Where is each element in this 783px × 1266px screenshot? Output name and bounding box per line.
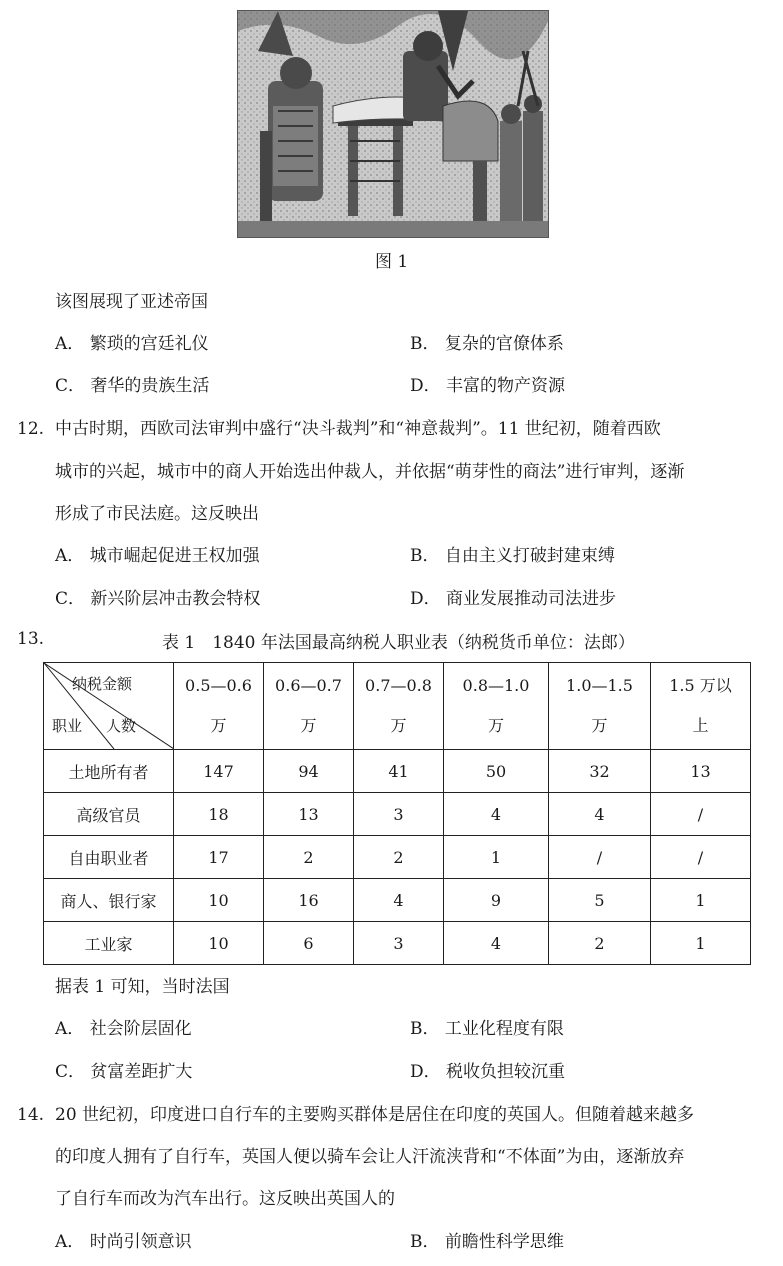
table-cell: 4 bbox=[354, 879, 444, 922]
row-label: 高级官员 bbox=[44, 793, 174, 836]
q14-line-1: 20 世纪初，印度进口自行车的主要购买群体是居住在印度的英国人。但随着越来越多 bbox=[55, 1105, 695, 1125]
option-text: 社会阶层固化 bbox=[89, 1019, 192, 1039]
option-letter: A． bbox=[55, 334, 85, 354]
option-letter: D． bbox=[410, 376, 441, 396]
corner-top-label: 纳税金额 bbox=[72, 675, 133, 693]
q11-option-b[interactable] bbox=[410, 333, 564, 355]
option-text: 丰富的物产资源 bbox=[446, 376, 566, 396]
q14-number: 14. bbox=[17, 1105, 45, 1125]
relief-image bbox=[237, 10, 549, 238]
table-cell: 5 bbox=[549, 879, 651, 922]
option-letter: A． bbox=[55, 1232, 85, 1252]
option-text: 时尚引领意识 bbox=[89, 1232, 192, 1252]
option-text: 税收负担较沉重 bbox=[446, 1062, 566, 1082]
column-header: 1.5 万以 上 bbox=[651, 663, 751, 750]
column-header: 0.7—0.8 万 bbox=[354, 663, 444, 750]
table-cell: / bbox=[651, 793, 751, 836]
table-row bbox=[44, 836, 751, 879]
q12-option-b[interactable] bbox=[410, 545, 615, 567]
q13-number: 13. bbox=[17, 629, 45, 649]
table-cell: 16 bbox=[264, 879, 354, 922]
table-cell: 10 bbox=[174, 922, 264, 965]
table-cell: 2 bbox=[264, 836, 354, 879]
q14-option-a[interactable] bbox=[55, 1231, 192, 1253]
q12-line-1: 中古时期，西欧司法审判中盛行“决斗裁判”和“神意裁判”。11 世纪初，随着西欧 bbox=[55, 419, 661, 439]
table-cell: / bbox=[549, 836, 651, 879]
table-header-row bbox=[44, 663, 751, 750]
table-cell: 1 bbox=[651, 922, 751, 965]
column-header: 0.5—0.6 万 bbox=[174, 663, 264, 750]
option-letter: B． bbox=[410, 334, 440, 354]
q11-option-c[interactable] bbox=[55, 375, 209, 397]
table-cell: 32 bbox=[549, 750, 651, 793]
table-cell: / bbox=[651, 836, 751, 879]
option-text: 繁琐的宫廷礼仪 bbox=[89, 334, 209, 354]
q11-option-a[interactable] bbox=[55, 333, 209, 355]
table-row bbox=[44, 750, 751, 793]
option-letter: C． bbox=[55, 376, 86, 396]
row-label: 自由职业者 bbox=[44, 836, 174, 879]
q13-option-b[interactable] bbox=[410, 1018, 564, 1040]
option-letter: C． bbox=[55, 589, 86, 609]
row-label: 工业家 bbox=[44, 922, 174, 965]
table-cell: 13 bbox=[264, 793, 354, 836]
q13-option-a[interactable] bbox=[55, 1018, 192, 1040]
table-cell: 1 bbox=[444, 836, 549, 879]
table-cell: 9 bbox=[444, 879, 549, 922]
q12-option-c[interactable] bbox=[55, 588, 260, 610]
column-header: 1.0—1.5 万 bbox=[549, 663, 651, 750]
row-label: 土地所有者 bbox=[44, 750, 174, 793]
option-letter: B． bbox=[410, 546, 440, 566]
option-letter: D． bbox=[410, 1062, 441, 1082]
option-text: 城市崛起促进王权加强 bbox=[89, 546, 260, 566]
corner-right-label: 人数 bbox=[106, 717, 137, 735]
tax-table bbox=[43, 662, 751, 965]
table-cell: 3 bbox=[354, 922, 444, 965]
option-text: 工业化程度有限 bbox=[444, 1019, 564, 1039]
q14-line-2: 的印度人拥有了自行车，英国人便以骑车会让人汗流浃背和“不体面”为由，逐渐放弃 bbox=[55, 1147, 685, 1167]
q12-option-a[interactable] bbox=[55, 545, 260, 567]
q13-option-c[interactable] bbox=[55, 1061, 192, 1083]
option-letter: A． bbox=[55, 1019, 85, 1039]
table-cell: 4 bbox=[444, 793, 549, 836]
option-text: 复杂的官僚体系 bbox=[444, 334, 564, 354]
table-cell: 2 bbox=[354, 836, 444, 879]
table-cell: 94 bbox=[264, 750, 354, 793]
table-cell: 13 bbox=[651, 750, 751, 793]
option-letter: B． bbox=[410, 1232, 440, 1252]
q12-line-2: 城市的兴起，城市中的商人开始选出仲裁人，并依据“萌芽性的商法”进行审判，逐渐 bbox=[55, 462, 685, 482]
table-cell: 1 bbox=[651, 879, 751, 922]
option-letter: B． bbox=[410, 1019, 440, 1039]
option-text: 奢华的贵族生活 bbox=[90, 376, 210, 396]
q12-number: 12. bbox=[17, 419, 45, 439]
table-cell: 41 bbox=[354, 750, 444, 793]
table-cell: 2 bbox=[549, 922, 651, 965]
table-cell: 147 bbox=[174, 750, 264, 793]
table-cell: 4 bbox=[444, 922, 549, 965]
table-row bbox=[44, 793, 751, 836]
q13-stem: 据表 1 可知，当时法国 bbox=[55, 977, 230, 997]
table-cell: 18 bbox=[174, 793, 264, 836]
column-header: 0.8—1.0 万 bbox=[444, 663, 549, 750]
option-letter: D． bbox=[410, 589, 441, 609]
option-text: 新兴阶层冲击教会特权 bbox=[90, 589, 261, 609]
table-row bbox=[44, 879, 751, 922]
q12-option-d[interactable] bbox=[410, 588, 616, 610]
table-title: 表 1 1840 年法国最高纳税人职业表（纳税货币单位：法郎） bbox=[162, 633, 635, 653]
column-header: 0.6—0.7 万 bbox=[264, 663, 354, 750]
table-cell: 17 bbox=[174, 836, 264, 879]
row-label: 商人、银行家 bbox=[44, 879, 174, 922]
option-text: 贫富差距扩大 bbox=[90, 1062, 193, 1082]
figure-caption: 图 1 bbox=[375, 252, 409, 272]
option-text: 自由主义打破封建束缚 bbox=[444, 546, 615, 566]
option-letter: C． bbox=[55, 1062, 86, 1082]
option-letter: A． bbox=[55, 546, 85, 566]
table-cell: 6 bbox=[264, 922, 354, 965]
q13-option-d[interactable] bbox=[410, 1061, 565, 1083]
option-text: 商业发展推动司法进步 bbox=[446, 589, 617, 609]
table-cell: 4 bbox=[549, 793, 651, 836]
option-text: 前瞻性科学思维 bbox=[444, 1232, 564, 1252]
corner-left-label: 职业 bbox=[52, 717, 83, 735]
table-cell: 10 bbox=[174, 879, 264, 922]
q14-option-b[interactable] bbox=[410, 1231, 564, 1253]
q14-line-3: 了自行车而改为汽车出行。这反映出英国人的 bbox=[55, 1189, 395, 1209]
corner-cell bbox=[44, 663, 174, 750]
assyrian-relief-illustration bbox=[238, 11, 548, 237]
table-cell: 50 bbox=[444, 750, 549, 793]
table-row bbox=[44, 922, 751, 965]
table-cell: 3 bbox=[354, 793, 444, 836]
q11-stem: 该图展现了亚述帝国 bbox=[55, 292, 208, 312]
q11-option-d[interactable] bbox=[410, 375, 565, 397]
q12-line-3: 形成了市民法庭。这反映出 bbox=[55, 504, 259, 524]
